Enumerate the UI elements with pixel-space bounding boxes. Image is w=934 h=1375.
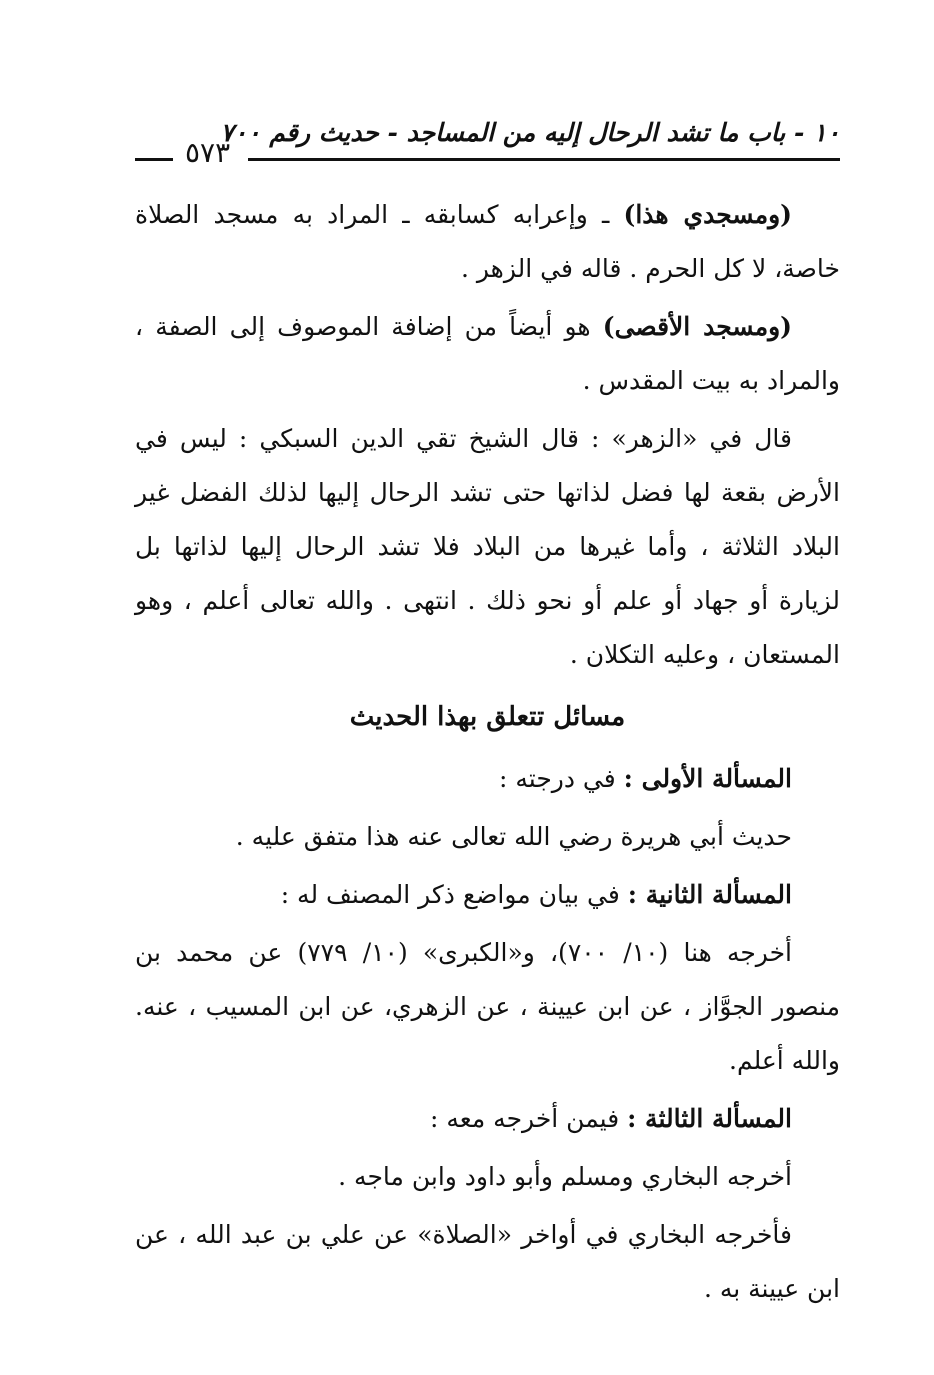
term-masjidi-hadha: (ومسجدي هذا) <box>623 200 792 229</box>
issue-heading-2 <box>135 868 840 922</box>
page-number-rule <box>135 158 173 161</box>
section-heading: مسائل تتعلق بهذا الحديث <box>349 702 626 732</box>
issue-heading-1 <box>135 752 840 806</box>
paragraph-subki-quote: قال في «الزهر» : قال الشيخ تقي الدين السبكي : ليس في الأرض بقعة لها فضل لذاتها حتى تشد الرحال إليها لذلك الفضل غير البلاد الثلاثة ، وأما غيرها من البلاد فلا تشد الرحال إليها لذاتها بل لزيارة أو جهاد أو علم أو نحو ذلك . انتهى . والله تعالى أعلم ، وهو المستعان ، وعليه التكلان . <box>135 424 840 669</box>
issue-body-paragraph: فأخرجه البخاري في أواخر «الصلاة» عن علي بن عبد الله ، عن ابن عيينة به . <box>135 1220 840 1303</box>
header-rule <box>248 158 840 161</box>
issue-label: المسألة الثانية : <box>627 880 792 909</box>
paragraph-masjidi <box>135 188 840 296</box>
page-body <box>135 188 840 1320</box>
issue-heading-3 <box>135 1092 840 1146</box>
issue-heading-text: في درجته : <box>499 764 624 793</box>
issue-body-paragraph: حديث أبي هريرة رضي الله تعالى عنه هذا متفق عليه . <box>235 822 792 851</box>
issue-heading-text: فيمن أخرجه معه : <box>430 1104 628 1133</box>
running-header <box>135 118 840 168</box>
issue-label: المسألة الأولى : <box>623 764 792 793</box>
paragraph-text: ـ وإعرابه كسابقه ـ المراد به مسجد الصلاة خاصة، لا كل الحرم . قاله في الزهر . <box>135 200 840 283</box>
paragraph-aqsa <box>135 300 840 408</box>
page-number: ٥٧٣ <box>185 136 231 169</box>
term-masjid-al-aqsa: (ومسجد الأقصى) <box>602 312 792 341</box>
issue-body-paragraph: أخرجه هنا (١٠/ ٧٠٠)، و«الكبرى» (١٠/ ٧٧٩) عن محمد بن منصور الجوَّاز ، عن ابن عيينة ، عن الزهري، عن ابن المسيب ، عنه. والله أعلم. <box>135 938 840 1075</box>
issue-label: المسألة الثالثة : <box>627 1104 792 1133</box>
issue-heading-text: في بيان مواضع ذكر المصنف له : <box>280 880 628 909</box>
issue-body-paragraph: أخرجه البخاري ومسلم وأبو داود وابن ماجه . <box>338 1162 792 1191</box>
paragraph-text: هو أيضاً من إضافة الموصوف إلى الصفة ، والمراد به بيت المقدس . <box>135 312 840 395</box>
running-title: ١٠ - باب ما تشد الرحال إليه من المساجد - حديث رقم ٧٠٠ <box>220 118 840 147</box>
